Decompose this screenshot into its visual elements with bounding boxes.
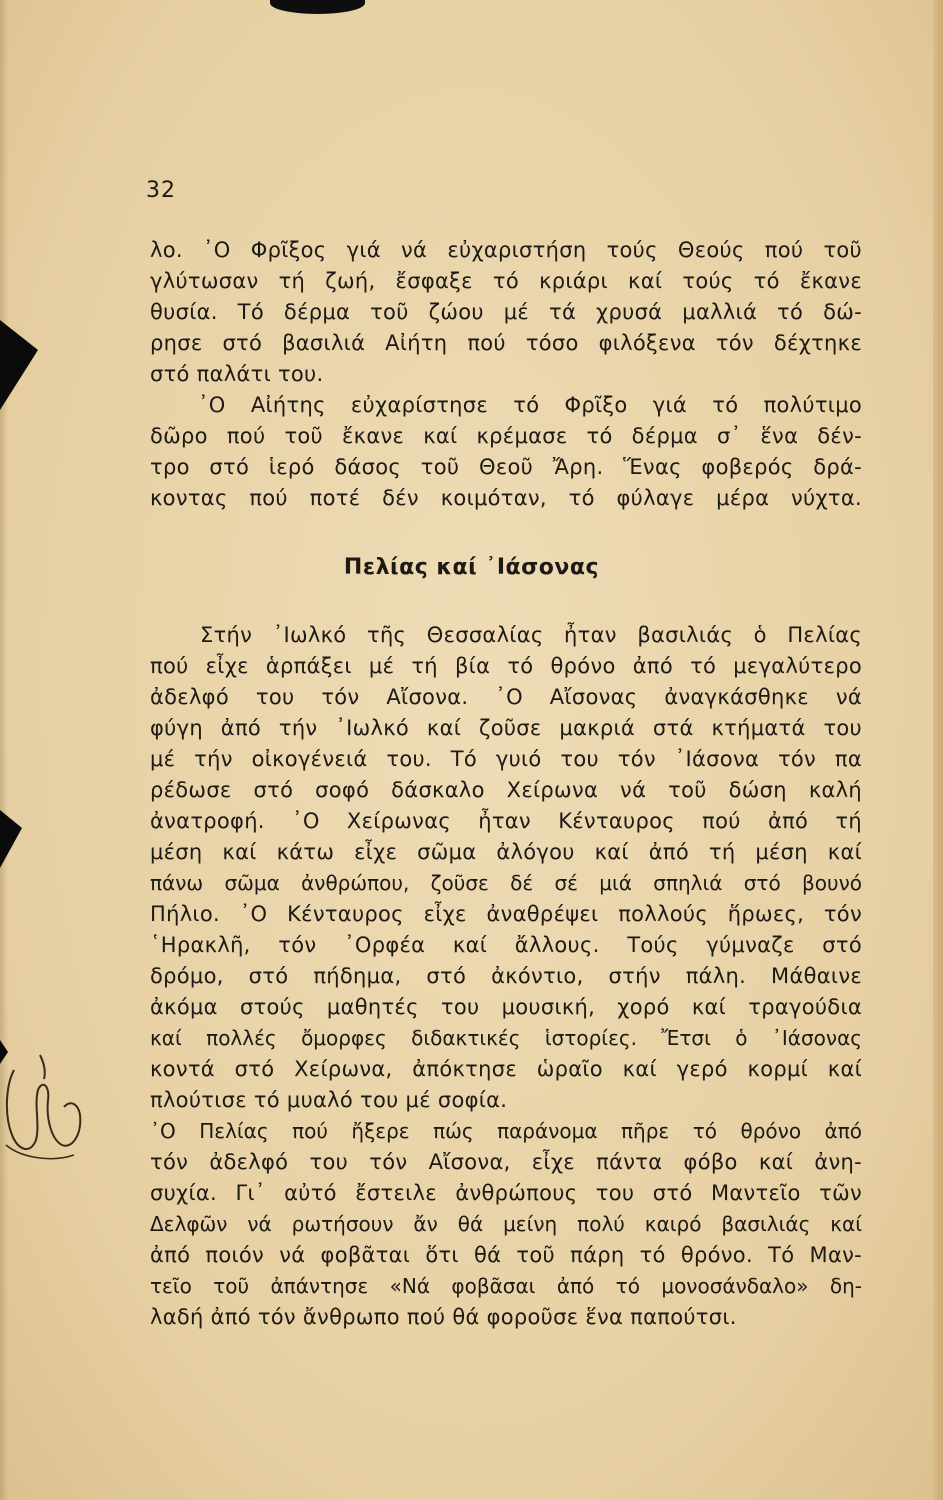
text-line: Πήλιο. ᾽Ο Κένταυρος εἶχε ἀναθρέψει πολλούς ἥρωες, τόν — [150, 902, 862, 926]
handwritten-scribble — [0, 1045, 100, 1175]
page-left-edge-shadow — [0, 0, 8, 1500]
text-line: ᾽Ο Πελίας πού ἤξερε πώς παράνομα πῆρε τό θρόνο ἀπό — [150, 1119, 862, 1143]
text-line: πάνω σῶμα ἀνθρώπου, ζοῦσε δέ σέ μιά σπηλιά στό βουνό — [150, 871, 862, 895]
page-right-edge — [933, 0, 943, 1500]
text-line: δῶρο πού τοῦ ἔκανε καί κρέμασε τό δέρμα σ᾽ ἕνα δέν- — [150, 424, 862, 448]
text-line: Στήν ᾽Ιωλκό τῆς Θεσσαλίας ἦταν βασιλιάς ὁ Πελίας — [200, 623, 862, 647]
text-line: ἀπό ποιόν νά φοβᾶται ὅτι θά τοῦ πάρη τό θρόνο. Τό Μαν- — [150, 1243, 862, 1267]
text-line: μέση καί κάτω εἶχε σῶμα ἀλόγου καί ἀπό τή μέση καί — [150, 840, 862, 864]
text-line: ἀδελφό του τόν Αἴσονα. ᾽Ο Αἴσονας ἀναγκάσθηκε νά — [150, 685, 862, 709]
binding-notch — [0, 810, 22, 868]
text-line: ᾽Ο Αἰήτης εὐχαρίστησε τό Φρῖξο γιά τό πολύτιμο — [198, 393, 862, 417]
text-line: πλούτισε τό μυαλό του μέ σοφία. — [150, 1088, 508, 1112]
text-line: λαδή ἀπό τόν ἄνθρωπο πού θά φοροῦσε ἕνα παπούτσι. — [150, 1305, 737, 1329]
text-line: τόν ἀδελφό του τόν Αἴσονα, εἶχε πάντα φόβο καί ἀνη- — [150, 1150, 862, 1174]
section-title: Πελίας καί ᾽Ιάσονας — [343, 555, 600, 580]
text-line: ῾Ηρακλῆ, τόν ᾽Ορφέα καί ἄλλους. Τούς γύμναζε στό — [150, 933, 862, 957]
text-line: λο. ᾽Ο Φρῖξος γιά νά εὐχαριστήση τούς Θεούς πού τοῦ — [150, 238, 862, 262]
text-line: κοντας πού ποτέ δέν κοιμόταν, τό φύλαγε μέρα νύχτα. — [150, 486, 862, 510]
text-line: θυσία. Τό δέρμα τοῦ ζώου μέ τά χρυσά μαλλιά τό δώ- — [150, 300, 862, 324]
text-line: τρο στό ἱερό δάσος τοῦ Θεοῦ Ἄρη. Ἕνας φοβερός δρά- — [150, 455, 862, 479]
text-line: συχία. Γι᾽ αὐτό ἔστειλε ἀνθρώπους του στό Μαντεῖο τῶν — [150, 1181, 862, 1205]
text-line: φύγη ἀπό τήν ᾽Ιωλκό καί ζοῦσε μακριά στά κτήματά του — [150, 716, 862, 740]
page-number: 32 — [146, 178, 176, 203]
text-line: μέ τήν οἰκογένειά του. Τό γυιό του τόν ᾽Ιάσονα τόν πα — [150, 747, 862, 771]
text-line: γλύτωσαν τή ζωή, ἔσφαξε τό κριάρι καί τούς τό ἔκανε — [150, 269, 862, 293]
text-line: καί πολλές ὄμορφες διδακτικές ἱστορίες. Ἔτσι ὁ ᾽Ιάσονας — [150, 1026, 862, 1050]
text-line: ρέδωσε στό σοφό δάσκαλο Χείρωνα νά τοῦ δώση καλή — [150, 778, 862, 802]
text-line: πού εἶχε ἁρπάξει μέ τή βία τό θρόνο ἀπό τό μεγαλύτερο — [150, 654, 862, 678]
text-line: ρησε στό βασιλιά Αἰήτη πού τόσο φιλόξενα τόν δέχτηκε — [150, 331, 862, 355]
text-line: δρόμο, στό πήδημα, στό ἀκόντιο, στήν πάλη. Μάθαινε — [150, 964, 862, 988]
paragraph-continuation — [150, 235, 862, 514]
binding-notch — [0, 320, 38, 410]
text-line: ἀκόμα στούς μαθητές του μουσική, χορό καί τραγούδια — [150, 995, 862, 1019]
text-line: Δελφῶν νά ρωτήσουν ἄν θά μείνη πολύ καιρό βασιλιάς καί — [150, 1212, 862, 1236]
text-line: ἀνατροφή. ᾽Ο Χείρωνας ἦταν Κένταυρος πού ἀπό τή — [150, 809, 862, 833]
section-body — [150, 620, 862, 1333]
text-line: κοντά στό Χείρωνα, ἀπόκτησε ὡραῖο καί γερό κορμί καί — [150, 1057, 862, 1081]
text-line: στό παλάτι του. — [150, 362, 324, 386]
text-line: τεῖο τοῦ ἀπάντησε «Νά φοβᾶσαι ἀπό τό μονοσάνδαλο» δη- — [150, 1274, 862, 1298]
